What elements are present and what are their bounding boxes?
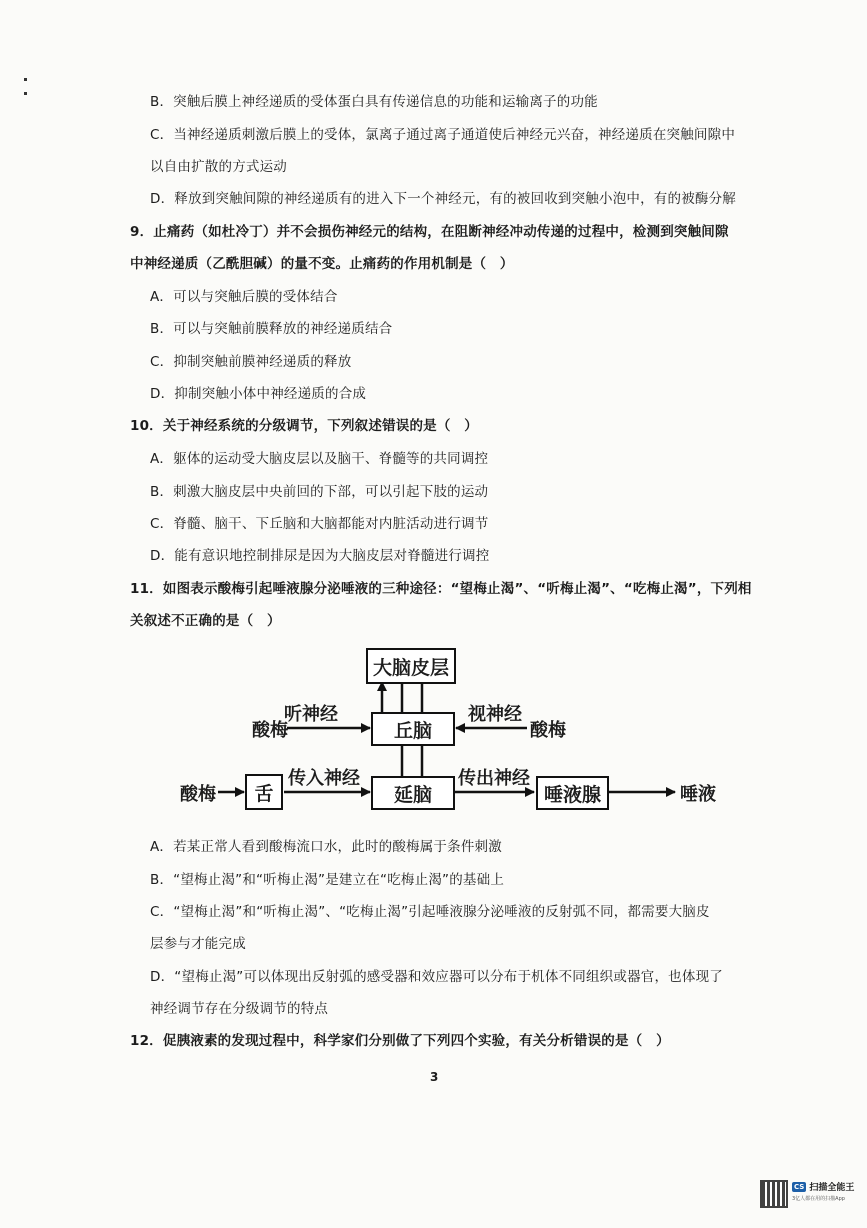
text-line-q9D: D．抑制突触小体中神经递质的合成: [150, 386, 367, 402]
salivary-gland-box: 唾液腺: [536, 776, 609, 810]
tongue-box: 舌: [245, 774, 283, 810]
text-line-q11a: 11．如图表示酸梅引起唾液腺分泌唾液的三种途径：“望梅止渴”、“听梅止渴”、“吃梅止渴”，下列相: [130, 581, 752, 597]
auditory-nerve-label: 听神经: [284, 704, 338, 725]
text-line-q10A: A．躯体的运动受大脑皮层以及脑干、脊髓等的共同调控: [150, 451, 489, 467]
text-line-q11A: A．若某正常人看到酸梅流口水，此时的酸梅属于条件刺激: [150, 839, 502, 855]
scanner-tagline: 3亿人都在用的扫描App: [792, 1196, 845, 1202]
text-line-q11C2: 层参与才能完成: [150, 936, 246, 952]
text-line-q9a: 9．止痛药（如杜冷丁）并不会损伤神经元的结构，在阻断神经冲动传递的过程中，检测到突触间隙: [130, 224, 729, 240]
efferent-nerve-label: 传出神经: [458, 768, 530, 789]
plum-left-label: 酸梅: [252, 720, 288, 741]
text-line-q10C: C．脊髓、脑干、下丘脑和大脑都能对内脏活动进行调节: [150, 516, 489, 532]
afferent-nerve-label: 传入神经: [288, 768, 360, 789]
text-line-q10D: D．能有意识地控制排尿是因为大脑皮层对脊髓进行调控: [150, 548, 490, 564]
text-line-q12: 12．促胰液素的发现过程中，科学家们分别做了下列四个实验，有关分析错误的是（ ）: [130, 1033, 670, 1049]
text-line-q9C: C．抑制突触前膜神经递质的释放: [150, 354, 352, 370]
text-line-q11B: B．“望梅止渴”和“听梅止渴”是建立在“吃梅止渴”的基础上: [150, 872, 505, 888]
cerebral-cortex-box: 大脑皮层: [366, 648, 456, 684]
text-line-q8b: B．突触后膜上神经递质的受体蛋白具有传递信息的功能和运输离子的功能: [150, 94, 598, 110]
text-line-q9b: 中神经递质（乙酰胆碱）的量不变。止痛药的作用机制是（ ）: [130, 256, 514, 272]
text-line-q11D1: D．“望梅止渴”可以体现出反射弧的感受器和效应器可以分布于机体不同组织或器官，也体现了: [150, 969, 723, 985]
thalamus-box: 丘脑: [371, 712, 455, 746]
text-line-q11C1: C．“望梅止渴”和“听梅止渴”、“吃梅止渴”引起唾液腺分泌唾液的反射弧不同，都需要大脑皮: [150, 904, 710, 920]
medulla-box: 延脑: [371, 776, 455, 810]
scanner-app-name: 扫描全能王: [809, 1183, 855, 1193]
plum-right-label: 酸梅: [530, 720, 566, 741]
text-line-q8c1: C．当神经递质刺激后膜上的受体，氯离子通过离子通道使后神经元兴奋，神经递质在突触间隙中: [150, 127, 736, 143]
text-line-q8c2: 以自由扩散的方式运动: [150, 159, 287, 175]
text-line-q10B: B．刺激大脑皮层中央前回的下部，可以引起下肢的运动: [150, 484, 489, 500]
text-line-q11b: 关叙述不正确的是（ ）: [130, 613, 281, 629]
text-line-q8d: D．释放到突触间隙的神经递质有的进入下一个神经元，有的被回收到突触小泡中，有的被酶分解: [150, 191, 736, 207]
text-line-q10: 10．关于神经系统的分级调节，下列叙述错误的是（ ）: [130, 418, 478, 434]
plum-bottom-label: 酸梅: [180, 784, 216, 805]
margin-mark: [24, 92, 27, 95]
margin-mark: [24, 78, 27, 81]
camscanner-logo-icon: CS: [794, 1182, 805, 1191]
text-line-q9B: B．可以与突触前膜释放的神经递质结合: [150, 321, 393, 337]
text-line-q11D2: 神经调节存在分级调节的特点: [150, 1001, 329, 1017]
visual-nerve-label: 视神经: [468, 704, 522, 725]
qr-code-icon: [760, 1180, 788, 1208]
saliva-label: 唾液: [680, 784, 716, 805]
text-line-q9A: A．可以与突触后膜的受体结合: [150, 289, 338, 305]
page-number: 3: [430, 1070, 439, 1084]
scanner-watermark: [760, 1180, 855, 1210]
salivation-pathway-diagram: [170, 640, 730, 825]
